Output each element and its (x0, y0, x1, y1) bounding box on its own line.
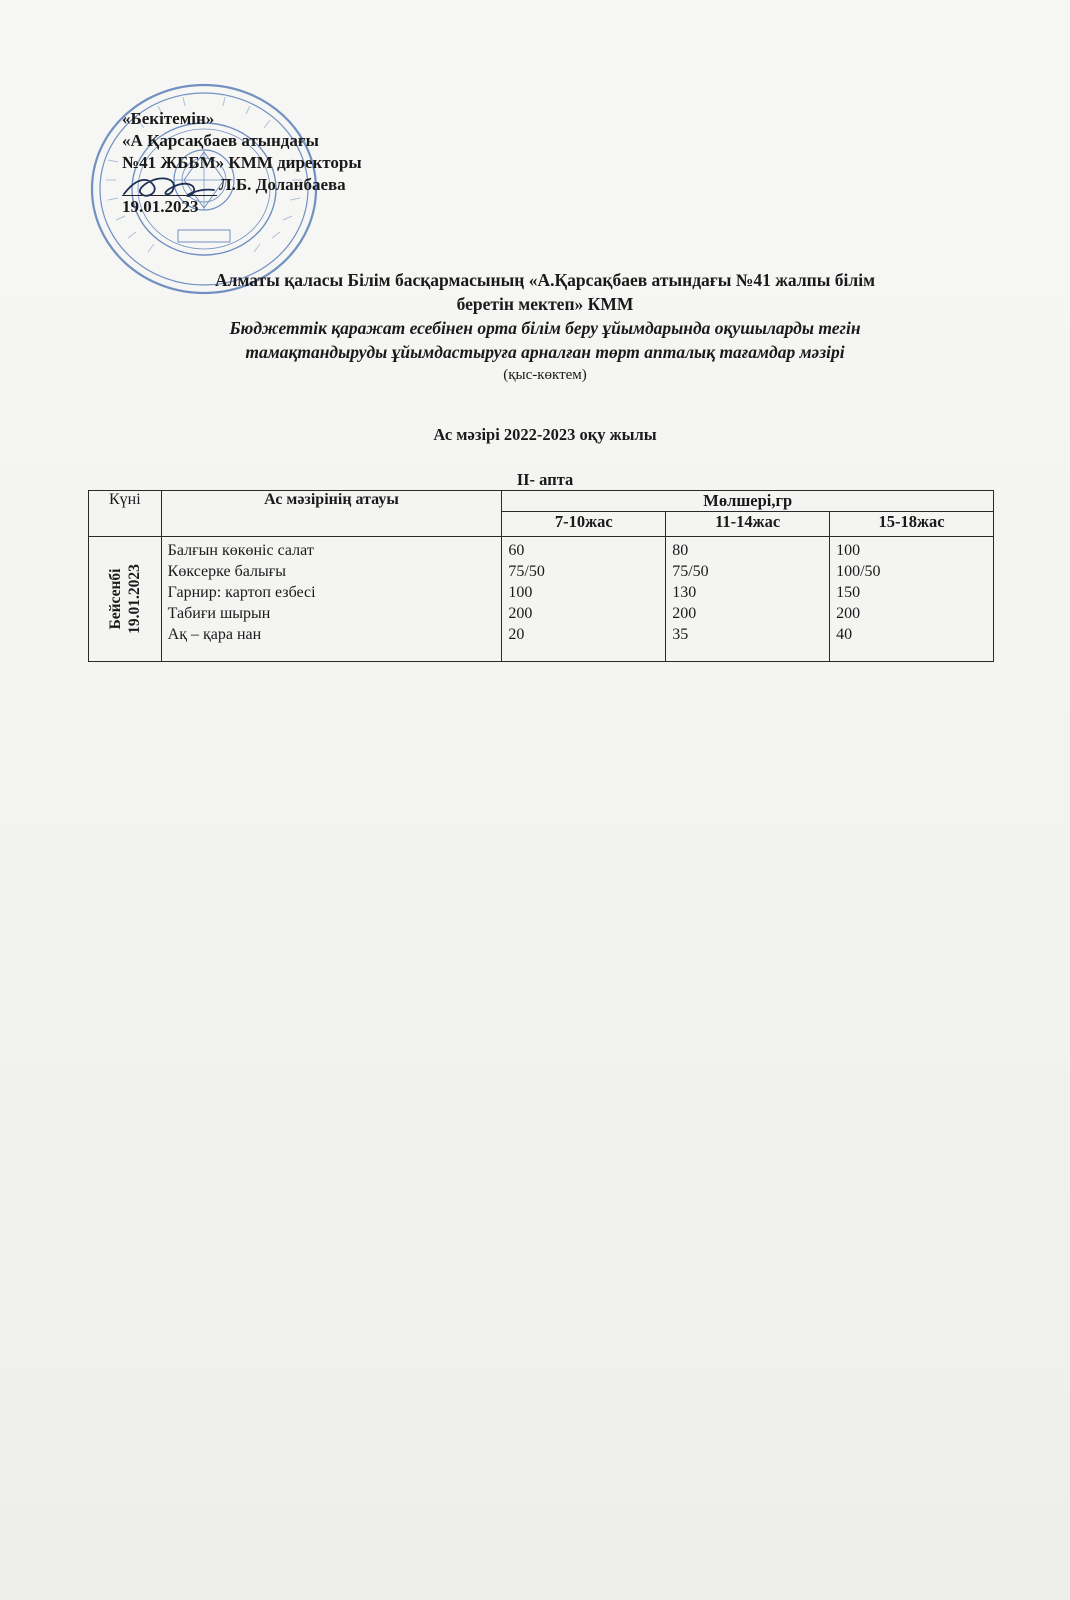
academic-year: Ас мәзірі 2022-2023 оқу жылы (433, 425, 657, 444)
amount-value: 100 (508, 584, 533, 601)
subtitle-line-1: Бюджеттік қаражат есебінен орта білім беру ұйымдарында оқушыларды тегін (229, 318, 861, 338)
week-label: II- апта (516, 470, 574, 489)
header-age-11-14: 11-14жас (666, 512, 830, 537)
dish-item: Көксерке балығы (167, 563, 287, 580)
amount-value: 60 (508, 542, 525, 559)
table-row (89, 537, 994, 662)
subtitle-line-2: тамақтандыруды ұйымдастыруға арналған төрт апталық тағамдар мәзірі (245, 342, 845, 362)
dish-list (161, 537, 502, 662)
amount-value: 75/50 (508, 563, 545, 580)
amount-value: 200 (672, 605, 697, 622)
header-age-7-10: 7-10жас (502, 512, 666, 537)
dish-item: Балғын көкөніс салат (167, 542, 314, 559)
day-date: 19.01.2023 (125, 564, 143, 634)
day-label (106, 564, 144, 634)
amount-value: 75/50 (672, 563, 709, 580)
day-name: Бейсенбі (106, 568, 124, 630)
header-dish-name: Ас мәзірінің атауы (161, 491, 502, 537)
dish-item: Гарнир: картоп езбесі (167, 584, 316, 601)
header-age-15-18: 15-18жас (830, 512, 994, 537)
amounts-15-18 (830, 537, 994, 662)
table-header-row (89, 491, 994, 512)
amounts-7-10 (502, 537, 666, 662)
approval-position: №41 ЖББМ» КММ директоры (122, 153, 362, 172)
amount-value: 40 (836, 626, 853, 643)
amount-value: 200 (508, 605, 533, 622)
amount-value: 80 (672, 542, 689, 559)
director-name: Л.Б. Доланбаева (219, 175, 346, 194)
menu-table (88, 490, 994, 662)
amounts-11-14 (666, 537, 830, 662)
title-line-1: Алматы қаласы Білім басқармасының «А.Қарсақбаев атындағы №41 жалпы білім (215, 270, 875, 290)
amount-value: 150 (836, 584, 861, 601)
title-line-2: беретін мектеп» КММ (456, 294, 634, 314)
amount-value: 100 (836, 542, 861, 559)
dish-item: Табиғи шырын (167, 605, 271, 622)
dish-item: Ақ – қара нан (167, 626, 262, 643)
approval-heading: «Бекітемін» (122, 109, 215, 128)
header-amount: Мөлшері,гр (502, 491, 994, 512)
approval-school: «А Қарсақбаев атындағы (122, 131, 319, 150)
amount-value: 20 (508, 626, 525, 643)
amount-value: 100/50 (836, 563, 881, 580)
document-title (90, 268, 1000, 386)
amount-value: 130 (672, 584, 697, 601)
signature-icon (118, 168, 228, 208)
amount-value: 35 (672, 626, 689, 643)
header-day: Күні (89, 491, 162, 537)
day-cell (89, 537, 162, 662)
season-label: (қыс-көктем) (503, 367, 587, 383)
approval-date: 19.01.2023 (122, 197, 199, 216)
amount-value: 200 (836, 605, 861, 622)
